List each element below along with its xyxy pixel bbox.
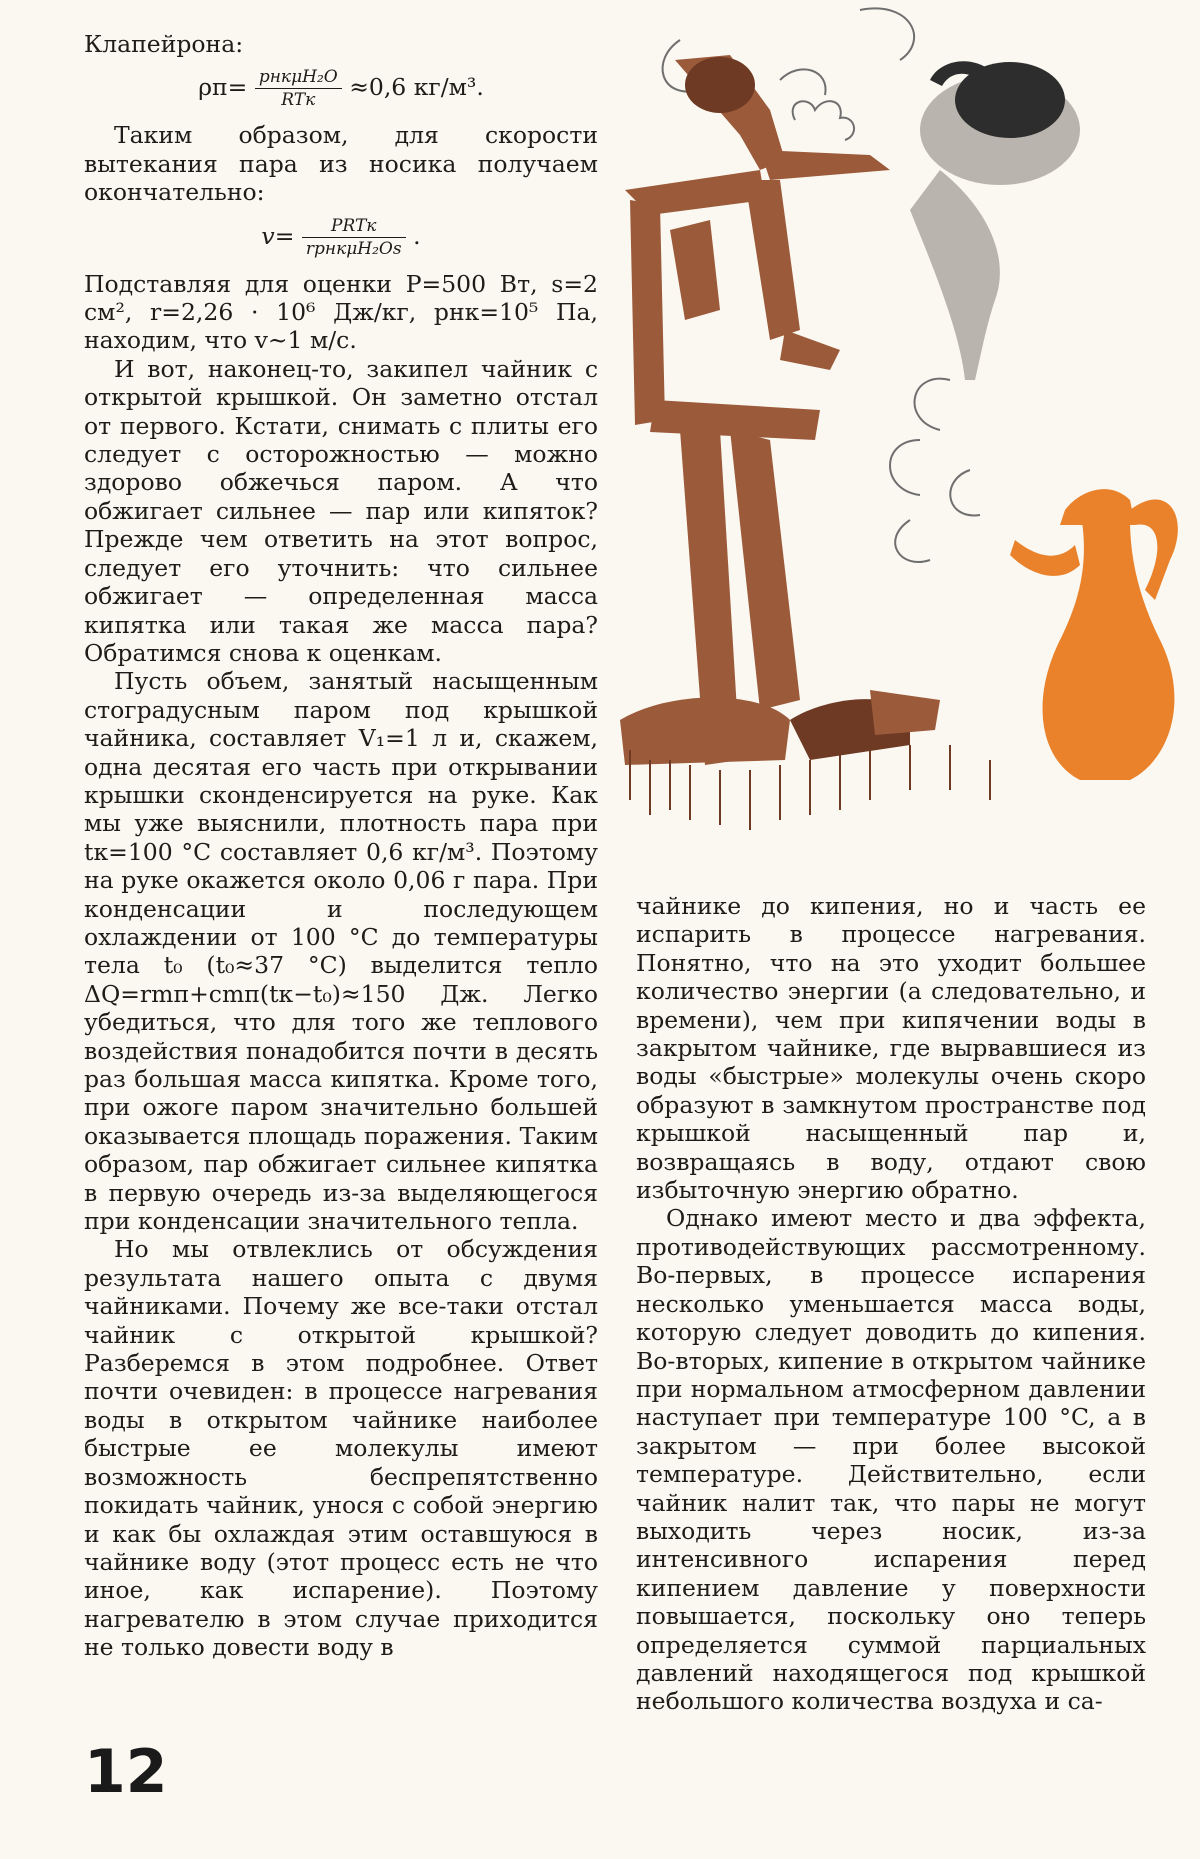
paragraph: Однако имеют место и два эффекта, противодействующих рассмотренному. Во-первых, в процессе испарения несколько уменьшается масса воды, которую следует доводить до кипения. Во-вторых, кипение в открытом чайнике при нормальном атмосферном давлении наступает при температуре 100 °C, а в закрытом — при более высокой температуре. Действительно, если чайник налит так, что пары не могут выходить через носик, из-за интенсивного испарения перед кипением давление у поверхности повышается, поскольку оно теперь определяется суммой парциальных давлений находящегося под крышкой небольшого количества воздуха и са- [636,1204,1146,1716]
density-denominator: RTк [281,90,316,111]
paragraph: И вот, наконец-то, закипел чайник с открытой крышкой. Он заметно отстал от первого. Кстати, снимать с плиты его следует с осторожностью — можно здорово обжечься паром. А что обжигает сильнее — пар или кипяток? Прежде чем ответить на этот вопрос, следует его уточнить: что сильнее обжигает — определенная масса кипятка или такая же масса пара? Обратимся снова к оценкам. [84,354,598,667]
velocity-formula-lhs: v= [261,221,295,250]
velocity-fraction [302,215,406,260]
orange-jug [1010,489,1178,780]
velocity-numerator: PRTк [302,215,406,238]
density-numerator: pнкμH₂O [255,66,342,89]
density-formula [84,66,598,111]
density-formula-rhs: ≈0,6 кг/м³. [349,73,484,102]
page-number: 12 [84,1737,168,1807]
velocity-denominator: rpнкμH₂Os [305,238,402,259]
velocity-formula-rhs: . [413,221,421,250]
left-column [84,30,598,1662]
intro-line: Клапейрона: [84,30,244,58]
paragraph: чайнике до кипения, но и часть ее испарить в процессе нагревания. Понятно, что на это уходит большее количество энергии (а следовательно, и времени), чем при кипячении воды в закрытом чайнике, где вырвавшиеся из воды «быстрые» молекулы очень скоро образуют в замкнутом пространстве под крышкой насыщенный пар и, возвращаясь в воду, отдают свою избыточную энергию обратно. [636,892,1146,1205]
paragraph: Пусть объем, занятый насыщенным стоградусным паром под крышкой чайника, составляет V₁=1 л и, скажем, одна десятая его часть при открывании крышки сконденсируется на руке. Как мы уже выяснили, плотность пара при tк=100 °C составляет 0,6 кг/м³. Поэтому на руке окажется около 0,06 г пара. При конденсации и последующем охлаждении от 100 °C до температуры тела t₀ (t₀≈37 °C) выделится тепло ΔQ=rmп+cmп(tк−t₀)≈150 Дж. Легко убедиться, что для того же теплового воздействия понадобится почти в десять раз большая масса кипятка. Кроме того, при ожоге паром значительно большей оказывается площадь поражения. Таким образом, пар обжигает сильнее кипятка в первую очередь из-за выделяющегося при конденсации значительного тепла. [84,667,598,1236]
right-column [636,892,1146,1716]
steam-puff [793,101,854,140]
velocity-formula [84,215,598,260]
density-formula-lhs: ρп= [198,73,248,102]
teapot [910,61,1080,380]
tea-drinker-figure [620,55,940,765]
paragraph: Таким образом, для скорости вытекания пара из носика получаем окончательно: [84,121,598,207]
tea-drinker-illustration [610,0,1200,900]
paragraph: Подставляя для оценки P=500 Вт, s=2 см², r=2,26 · 10⁶ Дж/кг, pнк=10⁵ Па, находим, что v~1 м/с. [84,269,598,355]
density-fraction [255,66,342,111]
paragraph: Но мы отвлеклись от обсуждения результата нашего опыта с двумя чайниками. Почему же все-таки отстал чайник с открытой крышкой? Разберемся в этом подробнее. Ответ почти очевиден: в процессе нагревания воды в открытом чайнике наиболее быстрые ее молекулы имеют возможность беспрепятственно покидать чайник, унося с собой энергию и как бы охлаждая этим оставшуюся в чайнике воду (этот процесс есть не что иное, как испарение). Поэтому нагревателю в этом случае приходится не только довести воду в [84,1235,598,1662]
